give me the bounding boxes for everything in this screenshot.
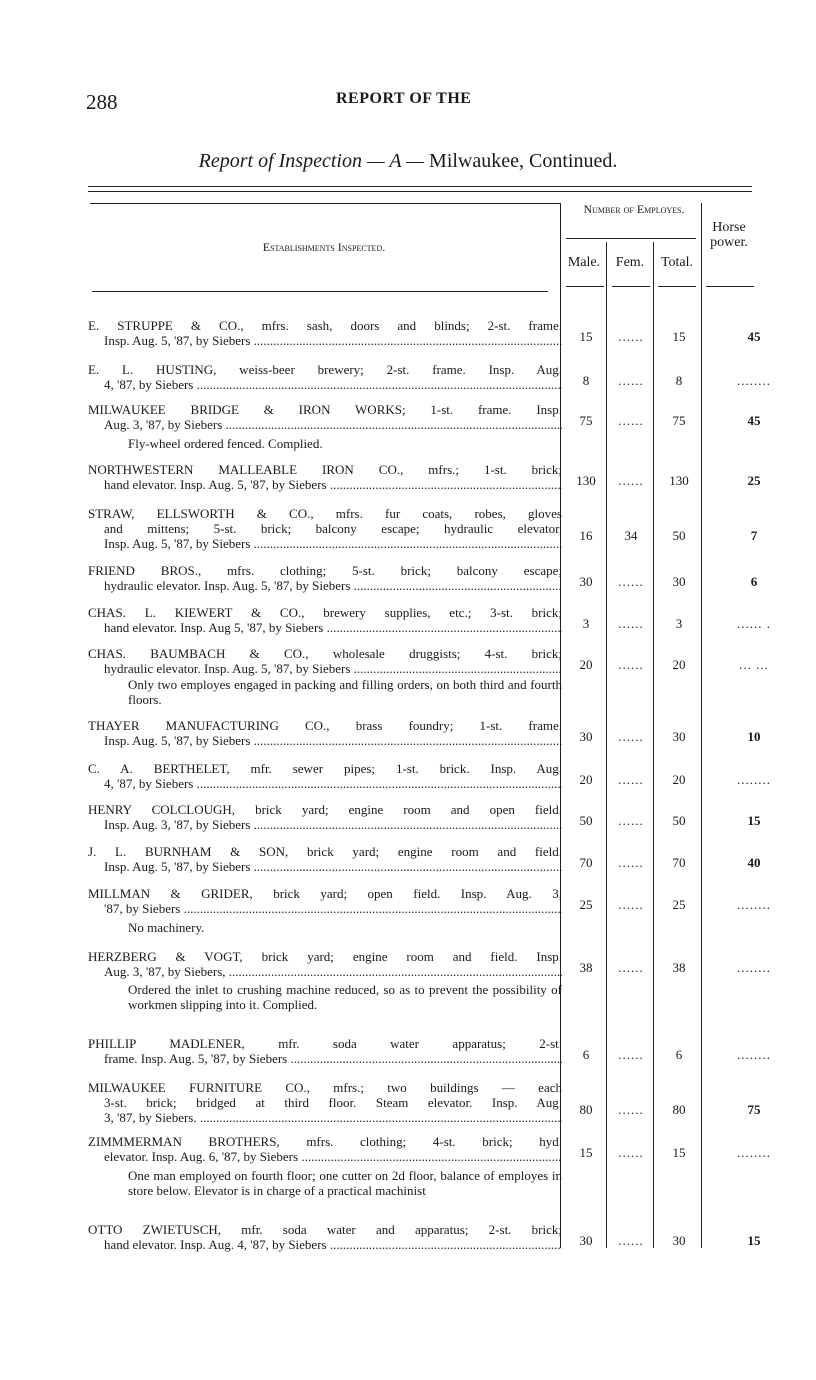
establishment-entry [88,802,562,832]
section-subtitle [0,150,816,173]
inspection-note: Fly-wheel ordered fenced. Complied. [128,436,323,451]
entry-line-2: frame. Insp. Aug. 5, '87, by Siebers ..... [88,1051,562,1066]
running-title: REPORT OF THE [336,90,472,107]
entry-line-2: elevator. Insp. Aug. 6, '87, by Siebers ..... [88,1149,562,1164]
establishment-entry [88,563,562,593]
female-count: ...... [618,960,644,975]
total-count: 15 [672,1145,686,1160]
entry-line-1: HENRY COLCLOUGH, brick yard; engine room and open field. [88,802,562,817]
male-count: 8 [582,373,590,388]
total-count: 25 [672,897,686,912]
entry-line-1: CHAS. L. KIEWERT & CO., brewery supplies, etc.; 3-st. brick; [88,605,562,620]
male-count: 30 [579,729,593,744]
col-total: Total. [660,255,694,270]
head-bottom-rule-3 [612,286,650,287]
top-rule-2 [88,191,752,192]
entry-line-2: Insp. Aug. 5, '87, by Siebers ..... [88,536,562,551]
female-count: 34 [624,528,638,543]
total-count: 38 [672,960,686,975]
male-count: 6 [582,1047,590,1062]
establishment-entry [88,1222,562,1252]
col-divider-2 [606,242,607,1248]
group-rule [566,238,696,239]
male-count: 50 [579,813,593,828]
entry-line-1: HERZBERG & VOGT, brick yard; engine room and field. Insp. [88,949,562,964]
entry-line-1: THAYER MANUFACTURING CO., brass foundry; 1-st. frame. [88,718,562,733]
female-count: ...... [618,1233,644,1248]
col-horse-power: Horse power. [710,220,748,250]
male-count: 3 [582,616,590,631]
male-count: 70 [579,855,593,870]
total-count: 75 [672,413,686,428]
entry-line-1: CHAS. BAUMBACH & CO., wholesale druggists; 4-st. brick; [88,646,562,661]
total-count: 50 [672,813,686,828]
establishment-entry [88,1080,562,1125]
establishment-entry [88,886,562,916]
establishment-entry [88,646,562,676]
page-number: 288 [86,90,118,114]
male-count: 20 [579,657,593,672]
total-count: 3 [675,616,683,631]
entry-line-1: NORTHWESTERN MALLEABLE IRON CO., mfrs.; 1-st. brick; [88,462,562,477]
male-count: 38 [579,960,593,975]
entry-line-2: 4, '87, by Siebers ..... [88,377,562,392]
establishment-entry [88,362,562,392]
male-count: 130 [576,473,596,488]
entry-line-1: E. STRUPPE & CO., mfrs. sash, doors and blinds; 2-st. frame. [88,318,562,333]
subtitle-plain: Milwaukee, Continued. [429,150,618,172]
male-count: 75 [579,413,593,428]
entry-line-2: hydraulic elevator. Insp. Aug. 5, '87, by Siebers ..... [88,578,562,593]
col-male: Male. [567,255,601,270]
female-count: ...... [618,729,644,744]
female-count: ...... [618,657,644,672]
total-count: 6 [675,1047,683,1062]
entry-line-1: OTTO ZWIETUSCH, mfr. soda water and apparatus; 2-st. brick; [88,1222,562,1237]
col-divider-3 [653,242,654,1248]
col-employes-group: Number of Employes. [583,202,685,216]
entry-line-1: MILLMAN & GRIDER, brick yard; open field. Insp. Aug. 3, [88,886,562,901]
total-count: 50 [672,528,686,543]
total-count: 80 [672,1102,686,1117]
entry-line-1: E. L. HUSTING, weiss-beer brewery; 2-st. frame. Insp. Aug. [88,362,562,377]
male-count: 15 [579,329,593,344]
horse-power-value: 10 [747,729,761,744]
horse-power-value: 25 [747,473,761,488]
female-count: ...... [618,1102,644,1117]
entry-line-2: Insp. Aug. 5, '87, by Siebers ..... [88,333,562,348]
horse-power-value: ........ [737,1145,771,1160]
establishment-entry [88,462,562,492]
female-count: ...... [618,413,644,428]
horse-power-value: ........ [737,1047,771,1062]
female-count: ...... [618,1145,644,1160]
col-fem: Fem. [615,255,645,270]
entry-line-1: MILWAUKEE FURNITURE CO., mfrs.; two buildings — each [88,1080,562,1095]
entry-line-2: Insp. Aug. 5, '87, by Siebers ..... [88,733,562,748]
establishment-entry [88,1134,562,1164]
female-count: ...... [618,473,644,488]
entry-line-2: hand elevator. Insp. Aug. 5, '87, by Siebers ..... [88,477,562,492]
entry-line-1: ZIMMMERMAN BROTHERS, mfrs. clothing; 4-st. brick; hyd. [88,1134,562,1149]
inspection-note: No machinery. [128,920,205,935]
total-count: 30 [672,729,686,744]
entry-line-2: Insp. Aug. 3, '87, by Siebers ..... [88,817,562,832]
header-rule [90,203,560,204]
establishment-entry [88,761,562,791]
horse-power-value: 15 [747,813,761,828]
entry-line-1: C. A. BERTHELET, mfr. sewer pipes; 1-st. brick. Insp. Aug. [88,761,562,776]
inspection-note: Ordered the inlet to crushing machine reduced, so as to prevent the possibility of workmen slipping into it. Complied. [128,982,562,1012]
entry-line-2: 3, '87, by Siebers. ..... [88,1110,562,1125]
establishment-entry [88,844,562,874]
entry-line-2: 4, '87, by Siebers ..... [88,776,562,791]
horse-power-value: ........ [737,897,771,912]
total-count: 30 [672,574,686,589]
entry-line-2: '87, by Siebers ..... [88,901,562,916]
total-count: 30 [672,1233,686,1248]
head-bottom-rule-4 [658,286,696,287]
horse-power-value: ........ [737,772,771,787]
male-count: 30 [579,574,593,589]
entry-line-1b: and mittens; 5-st. brick; balcony escape; hydraulic elevator. [104,521,562,536]
establishment-entry [88,1036,562,1066]
horse-power-value: ... ... [739,657,769,672]
horse-power-value: 7 [750,528,758,543]
horse-power-value: ........ [737,373,771,388]
male-count: 80 [579,1102,593,1117]
total-count: 70 [672,855,686,870]
entry-line-1: FRIEND BROS., mfrs. clothing; 5-st. brick; balcony escape; [88,563,562,578]
female-count: ...... [618,813,644,828]
inspection-note: Only two employes engaged in packing and filling orders, on both third and fourth floors. [128,677,562,707]
head-bottom-rule-1 [92,291,548,292]
horse-power-value: 40 [747,855,761,870]
establishment-entry [88,949,562,979]
horse-power-value: 6 [750,574,758,589]
entry-line-2: Insp. Aug. 5, '87, by Siebers ..... [88,859,562,874]
female-count: ...... [618,616,644,631]
total-count: 15 [672,329,686,344]
female-count: ...... [618,574,644,589]
head-bottom-rule-5 [706,286,754,287]
establishment-entry [88,718,562,748]
establishment-entry [88,402,562,432]
entry-line-2: hand elevator. Insp. Aug 5, '87, by Siebers ..... [88,620,562,635]
total-count: 20 [672,657,686,672]
establishment-entry [88,318,562,348]
female-count: ...... [618,1047,644,1062]
col-establishments: Establishments Inspected. [262,240,386,254]
establishment-entry [88,605,562,635]
female-count: ...... [618,772,644,787]
total-count: 8 [675,373,683,388]
col-divider-4 [701,203,702,1248]
entry-line-2: Aug. 3, '87, by Siebers, ..... [88,964,562,979]
male-count: 20 [579,772,593,787]
entry-line-1: MILWAUKEE BRIDGE & IRON WORKS; 1-st. frame. Insp. [88,402,562,417]
inspection-note: One man employed on fourth floor; one cutter on 2d floor, balance of employes in store below. Elevator is in charge of a practical machinist [128,1168,562,1198]
entry-line-2: hydraulic elevator. Insp. Aug. 5, '87, by Siebers ..... [88,661,562,676]
entry-line-1b: 3-st. brick; bridged at third floor. Steam elevator. Insp. Aug. [104,1095,562,1110]
subtitle-italic: Report of Inspection — A — [198,150,425,172]
establishment-entry [88,506,562,551]
entry-line-1: STRAW, ELLSWORTH & CO., mfrs. fur coats, robes, gloves [88,506,562,521]
total-count: 130 [669,473,689,488]
head-bottom-rule-2 [566,286,604,287]
horse-power-value: ...... . [737,616,771,631]
male-count: 16 [579,528,593,543]
horse-power-value: ........ [737,960,771,975]
entry-line-2: hand elevator. Insp. Aug. 4, '87, by Siebers ..... [88,1237,562,1252]
horse-power-value: 45 [747,329,761,344]
female-count: ...... [618,855,644,870]
female-count: ...... [618,329,644,344]
male-count: 15 [579,1145,593,1160]
female-count: ...... [618,373,644,388]
top-rule [88,186,752,187]
entry-line-2: Aug. 3, '87, by Siebers ..... [88,417,562,432]
horse-power-value: 45 [747,413,761,428]
horse-power-value: 15 [747,1233,761,1248]
male-count: 30 [579,1233,593,1248]
entry-line-1: J. L. BURNHAM & SON, brick yard; engine room and field. [88,844,562,859]
male-count: 25 [579,897,593,912]
horse-power-value: 75 [747,1102,761,1117]
entry-line-1: PHILLIP MADLENER, mfr. soda water apparatus; 2-st. [88,1036,562,1051]
total-count: 20 [672,772,686,787]
female-count: ...... [618,897,644,912]
